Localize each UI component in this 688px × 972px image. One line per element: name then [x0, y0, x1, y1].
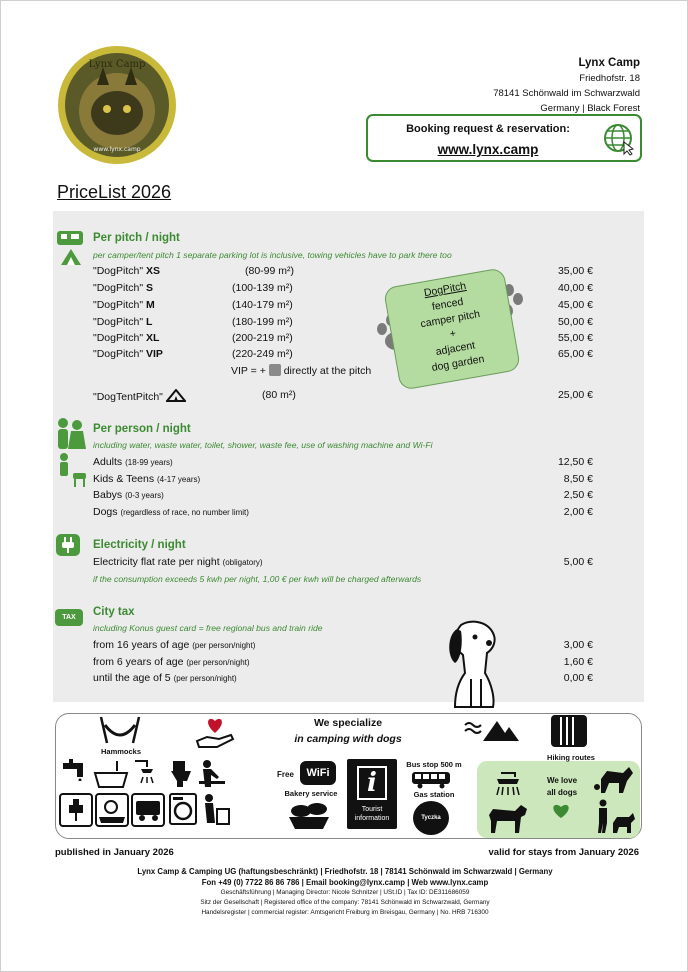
bus-icon	[411, 771, 451, 789]
free-label: Free	[277, 770, 294, 779]
logo-sub: www.lynx.camp	[93, 146, 141, 153]
electricity-row: Electricity flat rate per night (obligatory)	[93, 556, 263, 568]
pitch-price: 50,00 €	[557, 316, 593, 328]
heart-icon	[552, 803, 570, 819]
tourist-info-icon: i Tourist information	[347, 759, 397, 829]
heart-hand-icon	[195, 715, 235, 751]
pitch-size: (180-199 m²)	[232, 316, 293, 328]
waterfall-icon	[547, 713, 591, 749]
tax-row: until the age of 5 (per person/night)	[93, 672, 237, 684]
dog-waste-icon	[593, 799, 637, 835]
person-price: 2,00 €	[563, 506, 593, 518]
tax-price: 1,60 €	[563, 656, 593, 668]
person-note: including water, waste water, toilet, shower, waste fee, use of washing machine and Wi-Fi	[93, 440, 433, 450]
water-mountains-icon	[463, 717, 521, 743]
tax-price: 3,00 €	[563, 639, 593, 651]
water-tap-icon	[61, 759, 91, 781]
street: Friedhofstr. 18	[579, 73, 640, 84]
parking-icon	[269, 364, 281, 376]
tax-heading: City tax	[93, 606, 135, 618]
electricity-heading: Electricity / night	[93, 539, 186, 551]
pitch-size: (220-249 m²)	[232, 348, 293, 360]
pitch-row: "DogPitch" XS	[93, 265, 160, 277]
sink-icon	[93, 757, 129, 789]
logo-text: Lynx Camp	[88, 59, 146, 70]
family-icon	[55, 417, 89, 489]
bakery-label: Bakery service	[284, 789, 338, 798]
pitch-price: 45,00 €	[557, 299, 593, 311]
pitch-row: "DogPitch" XL	[93, 332, 160, 344]
pitch-price: 40,00 €	[557, 282, 593, 294]
pitch-size: (80-99 m²)	[245, 265, 295, 277]
camper-pitch-icon	[55, 229, 87, 267]
love-dogs-text: We love all dogs	[546, 776, 578, 797]
company-info: Lynx Camp & Camping UG (haftungsbeschränkt) | Friedhofstr. 18 | 78141 Schönwald im Schwarzwald | Germany Fon +49 (0) 7722 86 86 786 | Email booking@lynx.camp | Web www.lynx.camp	[137, 867, 553, 887]
pitch-row: "DogPitch" VIP	[93, 348, 163, 360]
booking-label: Booking request & reservation:	[406, 123, 570, 135]
gas-station-icon: Tyczka	[413, 801, 449, 835]
person-row: Babys (0-3 years)	[93, 489, 164, 501]
dishwashing-icon	[95, 793, 129, 827]
pitch-price: 35,00 €	[557, 265, 593, 277]
dog-icon	[485, 803, 531, 835]
pitch-heading: Per pitch / night	[93, 232, 180, 244]
address-block	[493, 56, 640, 116]
booking-box	[366, 114, 642, 162]
legal-director: Geschäftsführung | Managing Director: Nicole Schnitzer | USt.ID | Tax ID: DE311686059	[220, 889, 470, 896]
tent-price: 25,00 €	[557, 389, 593, 401]
legal-register: Handelsregister | commercial register: Amtsgericht Freiburg im Breisgau, Germany | No. HRB 716300	[201, 909, 489, 916]
vip-note: VIP = + directly at the pitch	[231, 365, 372, 377]
tax-note: including Konus guest card = free regional bus and train ride	[93, 623, 323, 633]
hiking-label: Hiking routes	[547, 753, 595, 762]
electricity-note: if the consumption exceeds 5 kwh per night, 1,00 € per kwh will be charged afterwards	[93, 574, 422, 584]
toilet-icon	[169, 759, 195, 789]
baby-changing-icon	[197, 759, 227, 789]
region: Germany | Black Forest	[540, 103, 640, 114]
pitch-size: (100-139 m²)	[232, 282, 293, 294]
person-row: Adults (18-99 years)	[93, 456, 173, 468]
pitch-note: per camper/tent pitch 1 separate parking lot is inclusive, towing vehicles have to park there too	[93, 250, 452, 260]
tent-size: (80 m²)	[262, 389, 296, 401]
dog-silhouette-icon	[441, 619, 507, 709]
page-title: PriceList 2026	[57, 182, 172, 202]
pitch-price: 65,00 €	[557, 348, 593, 360]
tent-pitch-row: "DogTentPitch"	[93, 389, 186, 403]
tax-row: from 6 years of age (per person/night)	[93, 656, 250, 668]
published-date: published in January 2026	[55, 847, 174, 858]
waste-bin-icon	[201, 793, 231, 825]
gas-station-label: Gas station	[413, 790, 455, 799]
camp-name: Lynx Camp	[578, 57, 640, 69]
bus-stop-label: Bus stop 500 m	[406, 760, 462, 769]
person-price: 8,50 €	[563, 473, 593, 485]
pitch-size: (140-179 m²)	[232, 299, 293, 311]
tax-icon: TAX	[55, 609, 83, 626]
lynx-camp-logo	[57, 45, 177, 165]
pitch-row: "DogPitch" M	[93, 299, 155, 311]
dog-shower-icon	[489, 771, 527, 805]
pitch-row: "DogPitch" L	[93, 316, 153, 328]
power-outlet-icon	[59, 793, 93, 827]
camper-disposal-icon	[131, 793, 165, 827]
dog-ball-icon	[593, 765, 635, 795]
person-price: 2,50 €	[563, 489, 593, 501]
city: 78141 Schönwald im Schwarzwald	[493, 88, 640, 99]
pitch-row: "DogPitch" S	[93, 282, 153, 294]
tax-price: 0,00 €	[563, 672, 593, 684]
washing-machine-icon	[169, 793, 197, 825]
person-price: 12,50 €	[557, 456, 593, 468]
shower-icon	[131, 757, 161, 787]
valid-from: valid for stays from January 2026	[488, 847, 639, 858]
pitch-size: (200-219 m²)	[232, 332, 293, 344]
legal-seat: Sitz der Gesellschaft | Registered office of the company: 78141 Schönwald im Schwarzwald, Germany	[200, 899, 490, 906]
hammocks-label: Hammocks	[100, 747, 142, 756]
specialize-text: We specialize in camping with dogs	[294, 717, 402, 745]
person-row: Kids & Teens (4-17 years)	[93, 473, 201, 485]
globe-icon	[602, 122, 636, 156]
electricity-price: 5,00 €	[563, 556, 593, 568]
booking-link[interactable]: www.lynx.camp	[437, 142, 539, 157]
wifi-icon: WiFi	[300, 761, 336, 785]
person-heading: Per person / night	[93, 423, 191, 435]
tent-icon	[166, 389, 186, 402]
dogpitch-badge: DogPitch fenced camper pitch + adjacent dog garden	[383, 267, 521, 391]
pitch-price: 55,00 €	[557, 332, 593, 344]
hammock-icon	[99, 715, 141, 745]
bread-basket-icon	[287, 801, 331, 831]
person-row: Dogs (regardless of race, no number limit)	[93, 506, 249, 518]
tax-row: from 16 years of age (per person/night)	[93, 639, 256, 651]
plug-icon	[55, 533, 81, 557]
